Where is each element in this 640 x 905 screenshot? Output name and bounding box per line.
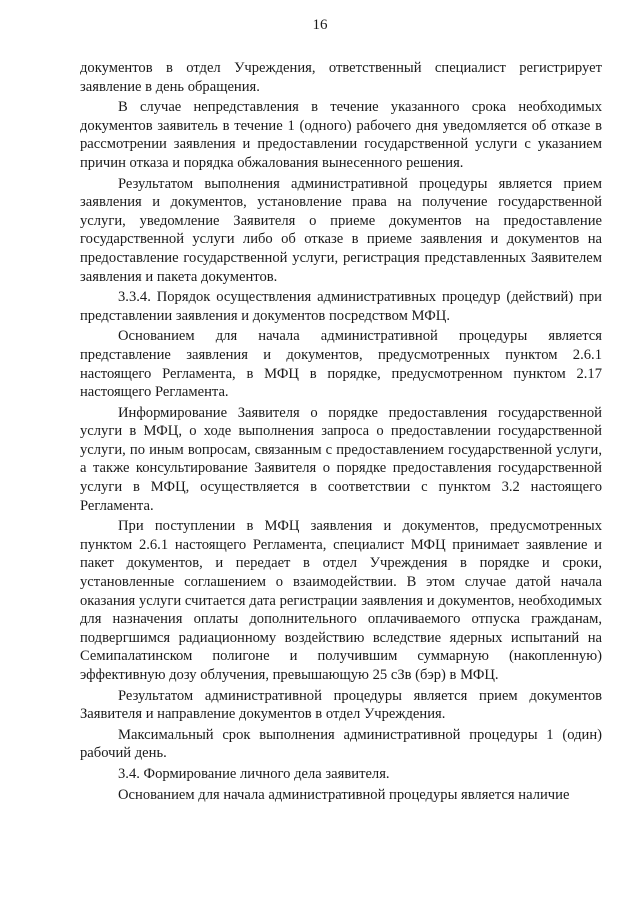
body-text	[80, 59, 602, 804]
paragraph-mfc-result: Результатом административной процедуры является прием документов Заявителя и направление документов в отдел Учреждения.	[80, 687, 602, 723]
paragraph-missing-documents: В случае непредставления в течение указанного срока необходимых документов заявитель в течение 1 (одного) рабочего дня уведомляется об отказе в рассмотрении заявления и предоставлении государственной услуги с указанием причин отказа и порядка обжалования вынесенного решения.	[80, 99, 602, 171]
paragraph-section-3-4: 3.4. Формирование личного дела заявителя.	[118, 765, 390, 782]
paragraph-mfc-receipt: При поступлении в МФЦ заявления и документов, предусмотренных пунктом 2.6.1 настоящего Регламента, специалист МФЦ принимает заявление и пакет документов, и передает в отдел Учреждения в порядке и сроки, установленные соглашением о взаимодействии. В этом случае датой начала оказания услуги считается дата регистрации заявления и документов, необходимых для назначения оплаты дополнительного оплачиваемого отпуска гражданам, подвергшимся радиационному воздействию вследствие ядерных испытаний на Семипалатинском полигоне и получившим суммарную (накопленную) эффективную дозу облучения, превышающую 25 сЗв (бэр) в МФЦ.	[80, 518, 602, 683]
paragraph-next-basis: Основанием для начала административной процедуры является наличие	[118, 786, 570, 803]
paragraph-max-term: Максимальный срок выполнения административной процедуры 1 (один) рабочий день.	[80, 726, 602, 762]
paragraph-procedure-result: Результатом выполнения административной процедуры является прием заявления и документов, установление права на получение государственной услуги, уведомление Заявителя о приеме документов на предоставление государственной услуги либо об отказе в приеме заявления и документов на предоставление государственной услуги, регистрация представленных Заявителем заявления и пакета документов.	[80, 175, 602, 285]
page-number: 16	[312, 17, 328, 33]
paragraph-procedure-basis: Основанием для начала административной процедуры является представление заявления и документов, предусмотренных пунктом 2.6.1 настоящего Регламента, в МФЦ в порядке, предусмотренном пунктом 2.17 настоящего Регламента.	[80, 328, 602, 401]
paragraph-continuation: документов в отдел Учреждения, ответственный специалист регистрирует заявление в день обращения.	[80, 60, 602, 95]
paragraph-section-3-3-4: 3.3.4. Порядок осуществления административных процедур (действий) при представлении заявления и документов посредством МФЦ.	[80, 289, 602, 324]
paragraph-informing: Информирование Заявителя о порядке предоставления государственной услуги в МФЦ, о ходе выполнения запроса о предоставлении государственной услуги, по иным вопросам, связанным с предоставлением государственной услуги, а также консультирование Заявителя о порядке предоставления государственной услуги в МФЦ, осуществляется в соответствии с пунктом 3.2 настоящего Регламента.	[80, 404, 602, 514]
